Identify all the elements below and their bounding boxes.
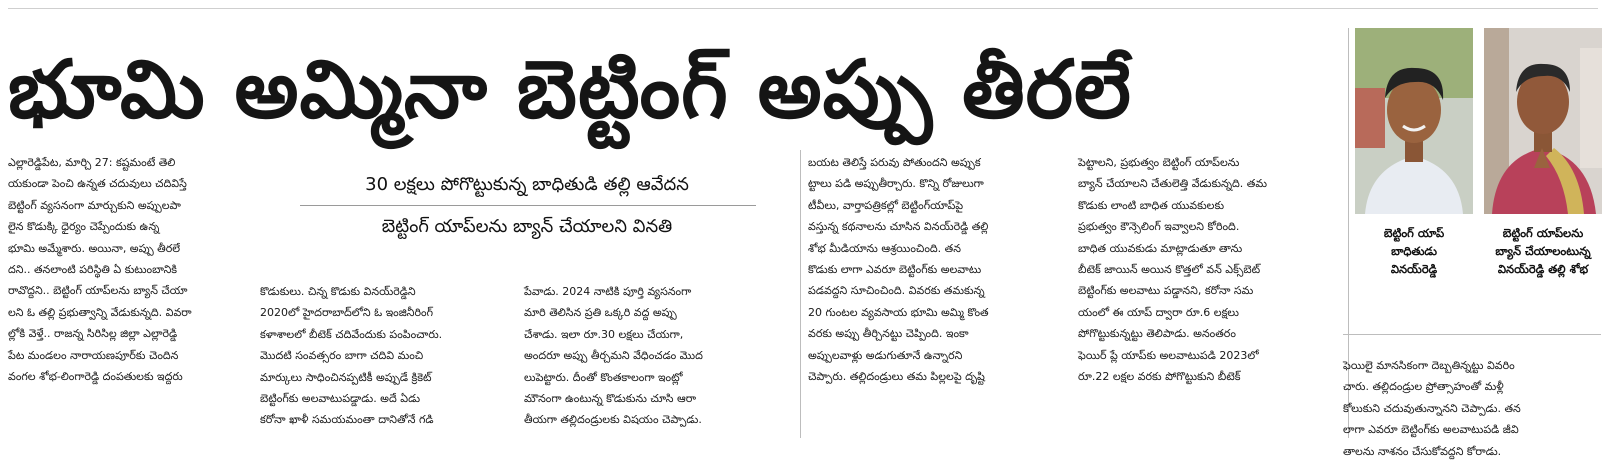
headline: భూమి అమ్మినా బెట్టింగ్ అప్పు తీరలే <box>8 43 1132 136</box>
caption-mother: బెట్టింగ్ యాప్‌లను బ్యాన్ చేయాలంటున్న వినయ్‌రెడ్డి తల్లి శోభ <box>1495 226 1591 276</box>
victim-photo <box>1355 28 1473 214</box>
caption-victim: బెట్టింగ్ యాప్ బాధితుడు వినయ్‌రెడ్డి <box>1383 226 1445 276</box>
article-column-5: పెట్టాలని, ప్రభుత్వం బెట్టింగ్ యాప్‌లను బ్యాన్ చేయాలని చేతులెత్తి వేడుకున్నది. తమ కొడుకు లాంటి బాధిత యువకులకు ప్రభుత్వం కౌన్సెలింగ్ ఇవ్వాలని కోరింది. బాధిత యువకుడు మాట్లాడుతూ తాను బీటెక్ జాయిన్ అయిన కొత్తలో వన్ ఎక్స్‌బెట్ బెట్టింగ్‌కు అలవాటు పడ్డానని, కరోనా సమ యంలో ఈ యాప్ ద్వారా రూ.6 లక్షలు పోగొట్టుకున్నట్టు తెలిపాడు. అనంతరం ఫెయిర్ ప్లే యాప్‌కు అలవాటుపడి 2023లో రూ.22 లక్షల వరకు పోగొట్టుకుని బీటెక్ <box>1078 156 1267 384</box>
article-column-3: పేవాడు. 2024 నాటికి పూర్తి వ్యసనంగా మారి తెలిసిన ప్రతి ఒక్కరి వద్ద అప్పు చేశాడు. ఇలా రూ.30 లక్షలు చేయగా, అందరూ అప్పు తీర్చమని వేధించడం మొద లుపెట్టారు. దీంతో కొంతకాలంగా ఇంట్లో మౌనంగా ఉంటున్న కొడుకును చూసి ఆరా తీయగా తల్లిదండ్రులకు విషయం చెప్పాడు. <box>524 285 703 427</box>
subheading-1: 30 లక్షలు పోగొట్టుకున్న బాధితుడి తల్లి ఆవేదన <box>365 174 689 195</box>
top-rule <box>8 8 1598 9</box>
subheading-2: బెట్టింగ్ యాప్‌లను బ్యాన్ చేయాలని వినతి <box>381 216 673 237</box>
subheading-rule <box>300 205 756 206</box>
article-column-1: ఎల్లారెడ్డిపేట, మార్చి 27: కష్టమంటే తెలి యకుండా పెంచి ఉన్నత చదువులు చదివిస్తే బెట్టింగ్ వ్యసనంగా మార్చుకుని అప్పులపా లైన కొడుక్కి ధైర్యం చెప్పేందుకు ఉన్న భూమి అమ్మేశారు. అయినా, అప్పు తీరలే దని.. తనలాంటి పరిస్థితి ఏ కుటుంబానికి రావొద్దని.. బెట్టింగ్ యాప్‌లను బ్యాన్ చేయా లని ఓ తల్లి ప్రభుత్వాన్ని వేడుకున్నది. వివరా ల్లోకి వెళ్తే.. రాజన్న సిరిసిల్ల జిల్లా ఎల్లారెడ్డి పేట మండలం నారాయణపూర్‌కు చెందిన వంగల శోభ-లింగారెడ్డి దంపతులకు ఇద్దరు <box>8 156 192 384</box>
article-column-6: ఫెయిలై మానసికంగా దెబ్బతిన్నట్టు వివరిం చారు. తల్లిదండ్రుల ప్రోత్సాహంతో మళ్లీ కోలుకుని చదువుతున్నానని చెప్పాడు. తన లాగా ఎవరూ బెట్టింగ్‌కు అలవాటుపడి జీవి తాలను నాశనం చేసుకోవద్దని కోరాడు. <box>1343 359 1521 458</box>
column-divider <box>800 150 801 438</box>
caption-divider <box>1343 334 1601 335</box>
mother-photo <box>1484 28 1602 214</box>
article-column-2: కొడుకులు. చిన్న కొడుకు వినయ్‌రెడ్డిని 2020లో హైదరాబాద్‌లోని ఓ ఇంజినీరింగ్ కళాశాలలో బీటెక్ చదివేందుకు పంపించారు. మొదటి సంవత్సరం బాగా చదివి మంచి మార్కులు సాధించినప్పటికీ అప్పుడే క్రికెట్ బెట్టింగ్‌కు అలవాటుపడ్డాడు. అదే ఏడు కరోనా ఖాళీ సమయమంతా దానితోనే గడి <box>260 285 443 427</box>
article-column-4: బయట తెలిస్తే పరువు పోతుందని అప్పుక ట్టాలు పడి అప్పుతీర్చారు. కొన్ని రోజులుగా టీవీలు, వార్తాపత్రికల్లో బెట్టింగ్‌యాప్‌పై వస్తున్న కథనాలను చూసిన వినయ్‌రెడ్డి తల్లి శోభ మీడియాను ఆశ్రయించింది. తన కొడుకు లాగా ఎవరూ బెట్టింగ్‌కు అలవాటు పడవద్దని సూచించింది. వివరకు తమకున్న 20 గుంటల వ్యవసాయ భూమి అమ్మి కొంత వరకు అప్పు తీర్చినట్టు చెప్పింది. ఇంకా అప్పులవాళ్లు అడుగుతూనే ఉన్నారని చెప్పారు. తల్లిదండ్రులు తమ పిల్లలపై దృష్టి <box>808 156 989 384</box>
